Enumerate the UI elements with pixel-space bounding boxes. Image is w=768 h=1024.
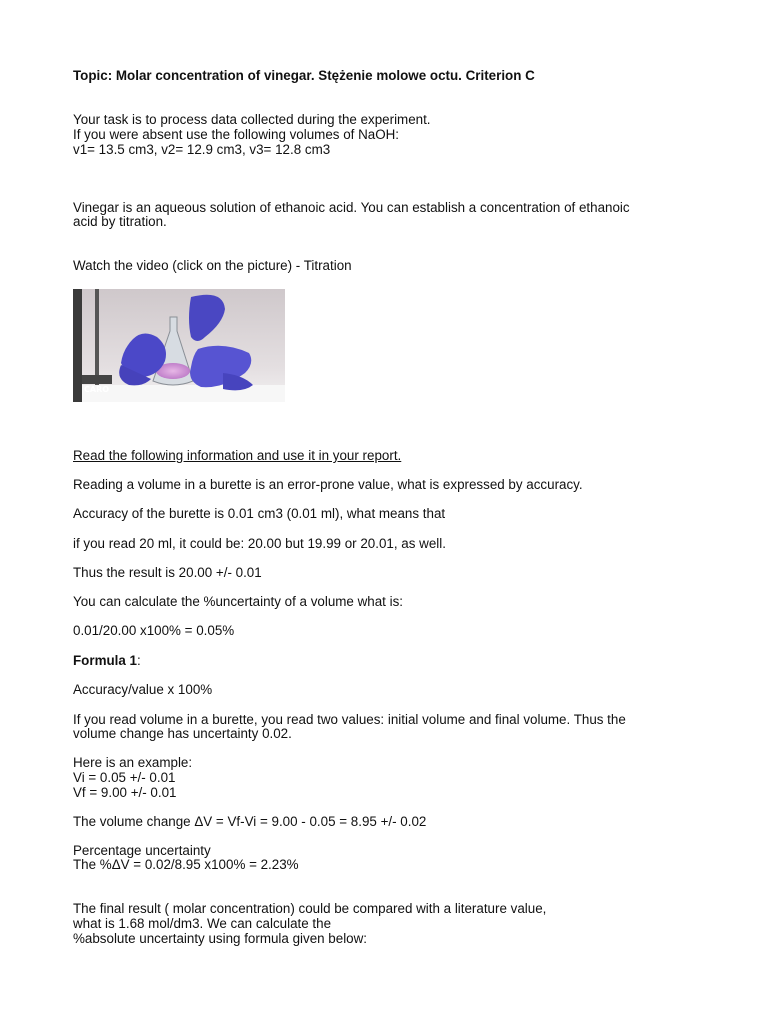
vinegar-line-2: acid by titration. bbox=[73, 214, 167, 229]
final-line-1: The final result ( molar concentration) could be compared with a literature value, bbox=[73, 901, 547, 916]
vinegar-line-1: Vinegar is an aqueous solution of ethanoic acid. You can establish a concentration of ethanoic bbox=[73, 200, 630, 215]
titration-video-image bbox=[73, 289, 285, 402]
formula1-colon: : bbox=[137, 653, 141, 668]
pct-uncertainty-value: The %ΔV = 0.02/8.95 x100% = 2.23% bbox=[73, 857, 299, 872]
thumbnail-watermark: CARO bbox=[84, 385, 110, 394]
read20-paragraph: if you read 20 ml, it could be: 20.00 but 19.99 or 20.01, as well. bbox=[73, 536, 446, 551]
example-vi: Vi = 0.05 +/- 0.01 bbox=[73, 770, 176, 785]
example-intro: Here is an example: bbox=[73, 755, 193, 770]
formula1-text: Accuracy/value x 100% bbox=[73, 682, 213, 697]
formula1-heading bbox=[73, 654, 141, 669]
final-line-2: what is 1.68 mol/dm3. We can calculate the bbox=[73, 916, 332, 931]
pct-uncertainty-label: Percentage uncertainty bbox=[73, 843, 211, 858]
doc-title: Topic: Molar concentration of vinegar. Stężenie molowe octu. Criterion C bbox=[73, 68, 535, 83]
example-vf: Vf = 9.00 +/- 0.01 bbox=[73, 785, 177, 800]
titration-video-thumbnail[interactable] bbox=[73, 289, 285, 402]
task-line-3: v1= 13.5 cm3, v2= 12.9 cm3, v3= 12.8 cm3 bbox=[73, 142, 331, 157]
two-values-line-1: If you read volume in a burette, you read two values: initial volume and final volume. Thus the bbox=[73, 712, 626, 727]
task-line-1: Your task is to process data collected during the experiment. bbox=[73, 112, 431, 127]
two-values-line-2: volume change has uncertainty 0.02. bbox=[73, 726, 292, 741]
thus-paragraph: Thus the result is 20.00 +/- 0.01 bbox=[73, 565, 262, 580]
read-info-heading: Read the following information and use it in your report. bbox=[73, 448, 402, 463]
calc-example: 0.01/20.00 x100% = 0.05% bbox=[73, 623, 235, 638]
formula1-label: Formula 1 bbox=[73, 653, 137, 668]
task-line-2: If you were absent use the following volumes of NaOH: bbox=[73, 127, 400, 142]
calc-paragraph: You can calculate the %uncertainty of a volume what is: bbox=[73, 594, 403, 609]
accuracy-paragraph: Accuracy of the burette is 0.01 cm3 (0.01 ml), what means that bbox=[73, 506, 446, 521]
volume-change: The volume change ΔV = Vf-Vi = 9.00 - 0.05 = 8.95 +/- 0.02 bbox=[73, 814, 427, 829]
video-instruction: Watch the video (click on the picture) - Titration bbox=[73, 258, 352, 273]
reading-paragraph: Reading a volume in a burette is an error-prone value, what is expressed by accuracy. bbox=[73, 477, 583, 492]
final-line-3: %absolute uncertainty using formula given below: bbox=[73, 931, 368, 946]
